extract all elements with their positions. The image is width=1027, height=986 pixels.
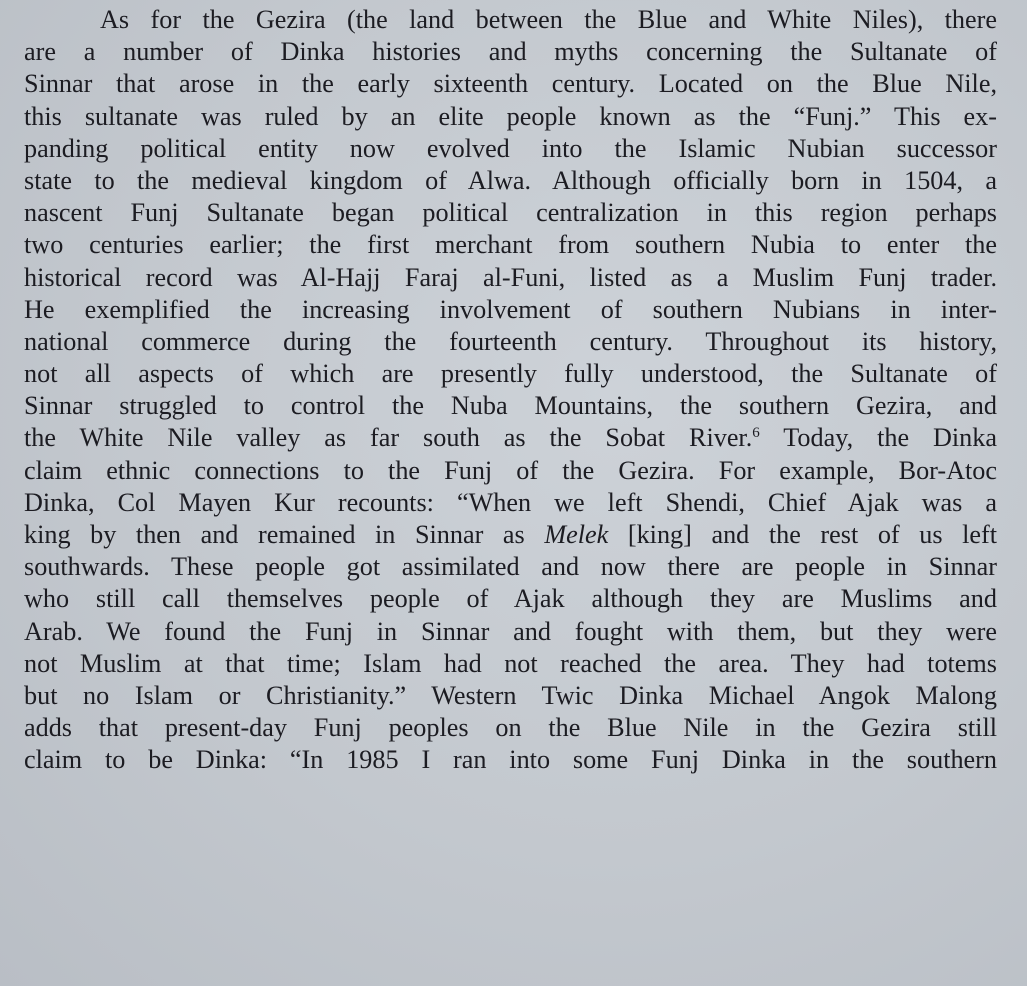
text-line: this sultanate was ruled by an elite people known as the “Funj.” This ex- [24,101,997,131]
italic-term: Melek [544,520,609,549]
text-line: Sinnar that arose in the early sixteenth century. Located on the Blue Nile, [24,69,997,99]
text-line: Arab. We found the Funj in Sinnar and fought with them, but they were [24,616,997,646]
text-line [24,422,997,454]
text-segment: the White Nile valley as far south as the Sobat River. [24,423,753,453]
text-segment: king by then and remained in Sinnar as [24,520,545,549]
text-line: Sinnar struggled to control the Nuba Mountains, the southern Gezira, and [24,391,997,421]
text-line [24,519,997,551]
text-line: claim ethnic connections to the Funj of the Gezira. For example, Bor-Atoc [24,455,997,485]
text-line: national commerce during the fourteenth century. Throughout its history, [24,326,997,356]
text-line: nascent Funj Sultanate began political centralization in this region perhaps [24,198,997,228]
text-line: state to the medieval kingdom of Alwa. Although officially born in 1504, a [24,165,997,195]
text-line: southwards. These people got assimilated and now there are people in Sinnar [24,552,997,582]
text-line: historical record was Al-Hajj Faraj al-Funi, listed as a Muslim Funj trader. [24,262,997,292]
text-line: adds that present-day Funj peoples on the Blue Nile in the Gezira still [24,713,997,743]
text-segment: [king] and the rest of us left [608,520,997,549]
text-line: claim to be Dinka: “In 1985 I ran into some Funj Dinka in the southern [24,745,997,775]
text-line: but no Islam or Christianity.” Western Twic Dinka Michael Angok Malong [24,680,997,710]
footnote-marker: 6 [752,425,760,442]
text-line: He exemplified the increasing involvement of southern Nubians in inter- [24,294,997,324]
text-line: who still call themselves people of Ajak although they are Muslims and [24,584,997,614]
text-line: panding political entity now evolved into the Islamic Nubian successor [24,133,997,163]
text-line: Dinka, Col Mayen Kur recounts: “When we left Shendi, Chief Ajak was a [24,487,997,517]
text-line: two centuries earlier; the first merchant from southern Nubia to enter the [24,230,997,260]
text-line: not Muslim at that time; Islam had not reached the area. They had totems [24,648,997,678]
text-segment: Today, the Dinka [759,423,997,453]
body-paragraph [24,0,997,777]
text-line: As for the Gezira (the land between the Blue and White Niles), there [100,5,997,34]
text-line: not all aspects of which are presently fully understood, the Sultanate of [24,359,997,389]
text-line: are a number of Dinka histories and myths concerning the Sultanate of [24,37,997,67]
